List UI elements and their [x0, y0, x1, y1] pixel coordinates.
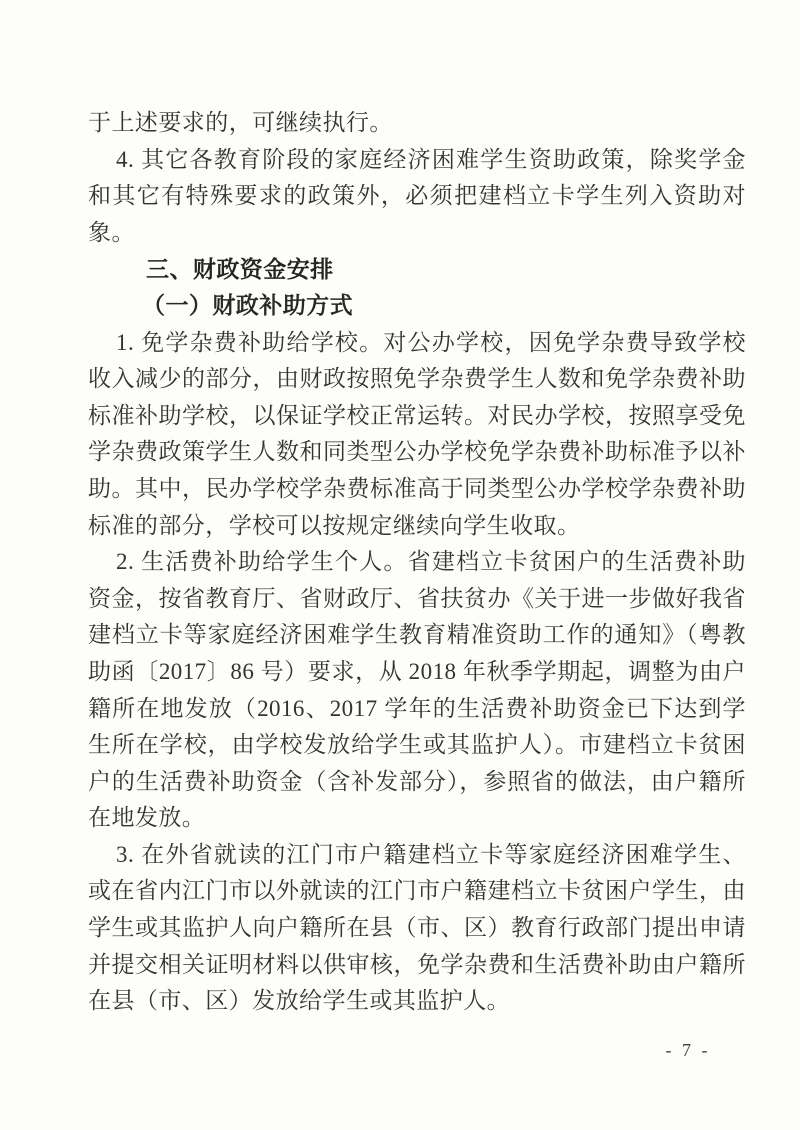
paragraph-point-4: 4. 其它各教育阶段的家庭经济困难学生资助政策，除奖学金和其它有特殊要求的政策外，必须把建档立卡学生列入资助对象。	[88, 146, 746, 245]
paragraph-point-3: 3. 在外省就读的江门市户籍建档立卡等家庭经济困难学生、或在省内江门市以外就读的江门市户籍建档立卡贫困户学生，由学生或其监护人向户籍所在县（市、区）教育行政部门提出申请并提交相关证明材料以供审核，免学杂费和生活费补助由户籍所在县（市、区）发放给学生或其监护人。	[88, 841, 746, 1014]
paragraph-point-2: 2. 生活费补助给学生个人。省建档立卡贫困户的生活费补助资金，按省教育厅、省财政厅、省扶贫办《关于进一步做好我省建档立卡等家庭经济困难学生教育精准资助工作的通知》（粤教助函〔2017〕86 号）要求，从 2018 年秋季学期起，调整为由户籍所在地发放（2016、2017 学年的生活费补助资金已下达到学生所在学校，由学校发放给学生或其监护人）。市建档立卡贫困户的生活费补助资金（含补发部分），参照省的做法，由户籍所在地发放。	[88, 549, 746, 831]
section-heading-fiscal-funds: 三、财政资金安排	[146, 256, 334, 283]
paragraph-point-1: 1. 免学杂费补助给学校。对公办学校，因免学杂费导致学校收入减少的部分，由财政按照免学杂费学生人数和免学杂费补助标准补助学校，以保证学校正常运转。对民办学校，按照享受免学杂费政策学生人数和同类型公办学校免学杂费补助标准予以补助。其中，民办学校学杂费标准高于同类型公办学校学杂费补助标准的部分，学校可以按规定继续向学生收取。	[88, 329, 746, 538]
subsection-heading-subsidy-method: （一）财政补助方式	[142, 292, 354, 318]
document-body	[88, 105, 746, 1020]
page-number: - 7 -	[665, 1040, 711, 1060]
paragraph-continuation: 于上述要求的，可继续执行。	[88, 110, 393, 135]
